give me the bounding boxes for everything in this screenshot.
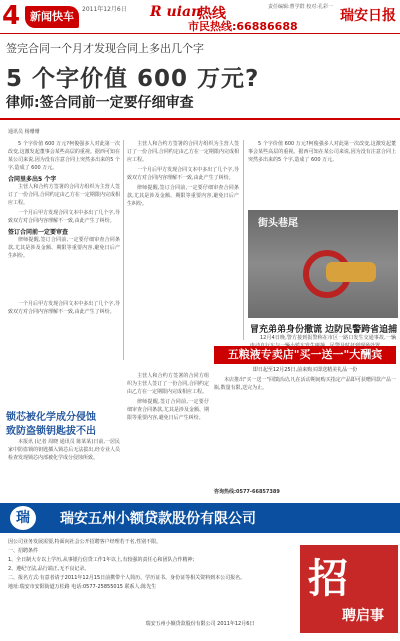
section-heading: 签订合同前一定要审查 bbox=[8, 229, 69, 236]
ad-line: 地址:瑞安市安阳街道万松路 电话:0577-25855015 联系人:陈先生 bbox=[8, 584, 157, 590]
lead-paragraph: 律师提醒,签订合同前,一定要仔细审查合同条款,尤其是涉及金额、期限等重要内容,避免日后产生纠纷。 bbox=[127, 185, 239, 207]
lead-column-1 bbox=[8, 140, 120, 262]
newspaper-logo: 瑞安日报 bbox=[340, 8, 396, 24]
hotline-label: 热线 bbox=[198, 6, 226, 22]
lead-headline: 5 个字价值 600 万元? bbox=[6, 66, 260, 92]
lead-column-2 bbox=[127, 140, 239, 210]
page-number: 4 bbox=[2, 1, 21, 31]
ruian-label: R uian bbox=[150, 4, 202, 20]
car-shape bbox=[326, 262, 376, 282]
column-divider bbox=[123, 140, 124, 360]
lead-kicker: 签完合同一个月才发现合同上多出几个字 bbox=[6, 42, 204, 55]
photo-caption: 冒充弟弟身份撒谎 边防民警跨省追捕 bbox=[250, 325, 398, 335]
left-story-paragraph: 本报讯 (记者 周晓 通讯员 陈某某)日前,一居民家中防盗锁的钥匙插入锁芯后无法拔出,经专业人员检查发现锁芯内部被化学成分侵蚀所致。 bbox=[8, 439, 120, 461]
lead-paragraph: 主营人和合约方签署的合同方组织为主营人签订了一份合同,合同约定由乙方在一定期限内完成相应工程。 bbox=[8, 184, 120, 206]
story-headline-1: 锁芯被化学成分侵蚀 bbox=[6, 412, 96, 423]
lead-paragraph: 5 个字价值 600 万元?柯俊强多人对此第一次改变,这激发起董事会某些高层的重视。据西可知在某公司来说,因为没有注意合同上突然多出来的5 个字,造成了 600 万元。 bbox=[248, 141, 396, 163]
divider-rule bbox=[0, 118, 400, 120]
promo-paragraph: 本店推出"买一送一"回馈活动,凡在活动期间购买指定产品即可获赠同款产品一瓶,数量有限,送完为止。 bbox=[214, 377, 396, 391]
column-divider bbox=[243, 140, 244, 340]
lead-paragraph: 主营人和合约方签署的合同方组织为主营人签订了一份合同,合同约定由乙方在一定期限内完成相应工程。 bbox=[127, 141, 239, 163]
left-story-text bbox=[8, 438, 120, 464]
photo-label: 街头巷尾 bbox=[258, 218, 298, 229]
promo-text bbox=[214, 376, 396, 394]
lead-paragraph: 一个月后甲方发现合同文本中多出了几个字,导致双方对合同内容理解不一致,由此产生了纠纷。 bbox=[8, 210, 120, 224]
lead-subhead: 律师:签合同前一定要仔细审查 bbox=[6, 95, 194, 111]
lead-paragraph: 一个月后甲方发现合同文本中多出了几个字,导致双方对合同内容理解不一致,由此产生了纠纷。 bbox=[8, 301, 120, 315]
story-headline-2: 致防盗锁钥匙拔不出 bbox=[6, 426, 96, 437]
section-heading: 合同里多出5 个字 bbox=[8, 176, 57, 183]
ad-line: 一、招聘条件 bbox=[8, 548, 39, 554]
ad-footer: 瑞安五州小额贷款股份有限公司 2011年12月6日 bbox=[145, 621, 255, 627]
accident-photo bbox=[248, 210, 398, 318]
middle-paragraph: 律师提醒,签订合同前,一定要仔细审查合同条款,尤其是涉及金额、期限等重要内容,避免日后产生纠纷。 bbox=[127, 399, 209, 421]
company-logo: 瑞 bbox=[10, 506, 36, 530]
byline: 通讯员 杨珊珊 bbox=[8, 129, 40, 135]
hotline-number: 市民热线:66886688 bbox=[188, 20, 298, 33]
lead-paragraph: 律师提醒,签订合同前,一定要仔细审查合同条款,尤其是涉及金额、期限等重要内容,避免日后产生纠纷。 bbox=[8, 237, 120, 259]
section-badge: 新闻快车 bbox=[25, 6, 79, 28]
recruit-box bbox=[300, 545, 398, 633]
photo-paragraph: 12月4日晚,警方接到报警称在市区一路口发生交通事故,一辆 bbox=[260, 335, 396, 341]
promo-hotline: 咨询热线:0577-66857389 bbox=[214, 489, 280, 495]
ad-line: 二、报名方式:有意者请于2011年12月15日前携带个人简历、学历证书、身份证等相关资料到本公司报名。 bbox=[8, 575, 246, 581]
left-filler-text bbox=[8, 300, 120, 370]
recruit-big-char: 招 bbox=[308, 556, 348, 602]
lead-paragraph: 一个月后甲方发现合同文本中多出了几个字,导致双方对合同内容理解不一致,由此产生了纠纷。 bbox=[127, 167, 239, 181]
recruit-word: 聘启事 bbox=[342, 608, 384, 624]
middle-story-text bbox=[127, 372, 209, 424]
lead-column-3 bbox=[248, 140, 396, 166]
promo-subtitle: 即日起至12月25日,前来购买即送精美礼品一份 bbox=[252, 367, 358, 373]
lead-paragraph: 5 个字价值 600 万元?柯俊强多人对此第一次改变,这激发起董事会某些高层的重视。据西可知在某公司来说,因为没有注意合同上突然多出来的5 个字,造成了 600 万元。 bbox=[8, 141, 120, 171]
ad-line: 2、遵纪守法,品行端正,无不良记录。 bbox=[8, 566, 90, 572]
photo-story-text bbox=[250, 334, 396, 344]
ad-title: 瑞安五州小额贷款股份有限公司 bbox=[60, 511, 256, 527]
promo-banner: 五粮液专卖店"买一送一"大酬宾 bbox=[214, 346, 396, 364]
ad-line: 1、全日制大专以上学历,从事银行信贷工作1年以上,有较强的责任心和团队合作精神; bbox=[8, 557, 195, 563]
middle-paragraph: 主营人和合约方签署的合同方组织为主营人签订了一份合同,合同约定由乙方在一定期限内完成相应工程。 bbox=[127, 373, 209, 395]
ad-text bbox=[8, 538, 288, 592]
ad-line: 因公司业务发展需要,特面向社会公开招聘客户经理若干名,性别不限。 bbox=[8, 539, 162, 545]
header-date: 2011年12月6日 bbox=[82, 6, 127, 13]
editor-note: 责任编辑:曹学群 校对:孔彩一 bbox=[268, 4, 333, 10]
